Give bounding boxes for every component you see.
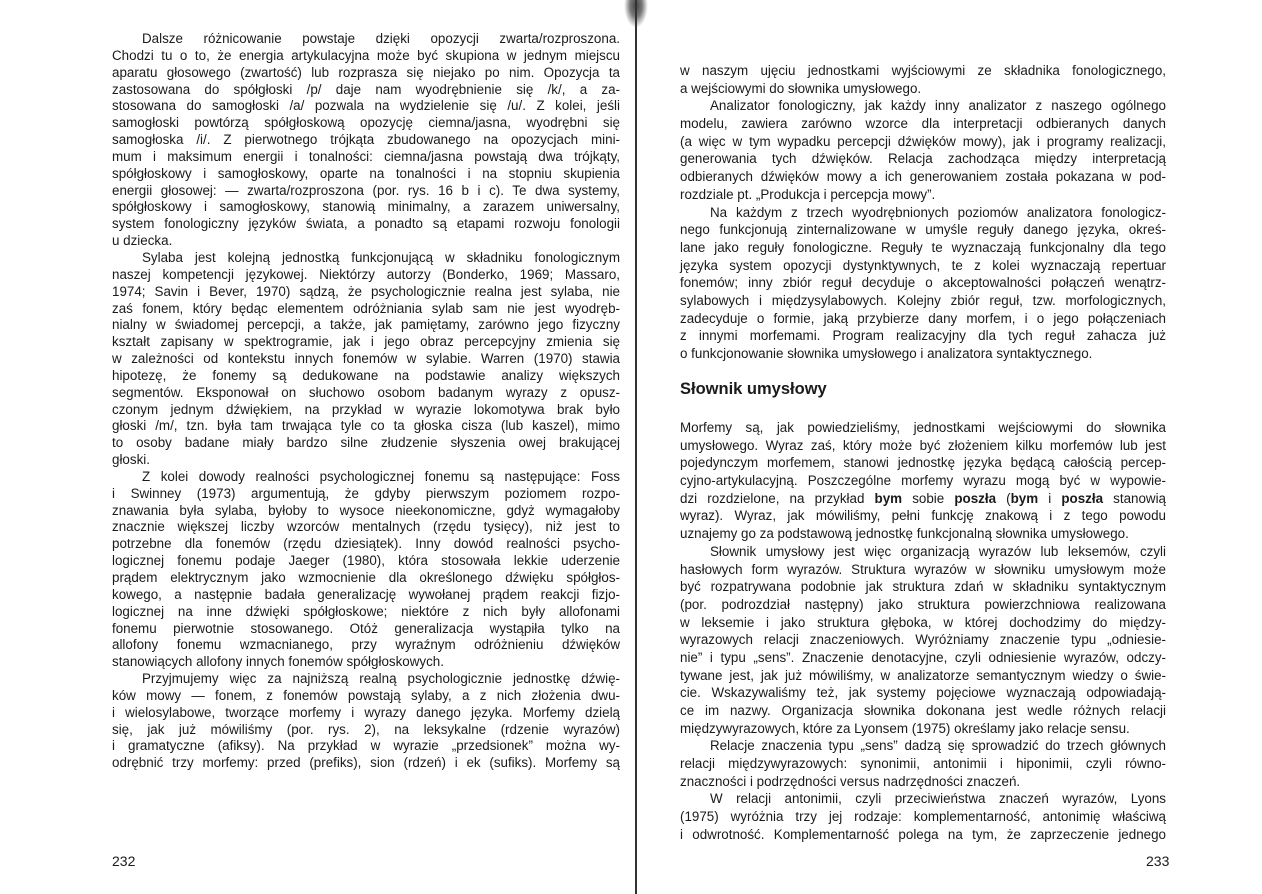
text-line: aparatu głosowego (zwartość) lub rozprasza się niejako po nim. Opozycja ta — [112, 64, 620, 80]
text-line: Słownik umysłowy jest więc organizacją wyrazów lub leksemów, czyli — [710, 543, 1166, 559]
text-line: wyrazowych relacji znaczeniowych. Wyróżniamy znaczenie typu „odniesie- — [680, 632, 1166, 648]
text-line — [680, 490, 1166, 508]
bold-example-word: bym — [874, 490, 903, 506]
text-line: Dalsze różnicowanie powstaje dzięki opozycji zwarta/rozproszona. — [142, 31, 620, 46]
text-line: prądem elektrycznym jako wzmocnienie dla określonego dźwięku spółgłos- — [112, 570, 620, 585]
text-line: (a więc w tym wypadku percepcji dźwięków mowy), jak i programy realizacji, — [680, 133, 1166, 149]
text-line: to osoby badane miały bardzo silne złudzenie słyszenia owej brakującej — [112, 435, 620, 451]
text-line: uznajemy go za podstawową jednostkę funkcjonalną słownika umysłowego. — [680, 526, 1129, 542]
text-line: w zależności od kontekstu innych fonemów w sylabie. Warren (1970) stawia — [112, 351, 620, 367]
text-line: energii głosowej: — zwarta/rozproszona (por. rys. 16 b i c). Te dwa systemy, — [112, 182, 620, 198]
text-segment: i — [1038, 490, 1062, 506]
text-line: Sylaba jest kolejną jednostką funkcjonującą w składniku fonologicznym — [142, 249, 620, 265]
text-line: kształt zapisany w spektrogramie, jak i jego obraz percepcyjny zmienia się — [112, 334, 620, 350]
text-line: Na każdym z trzech wyodrębnionych poziomów analizatora fonologicz- — [710, 204, 1166, 220]
text-line: zadecyduje o formie, jaką przybierze dany morfem, i o jego połączeniach — [680, 310, 1166, 326]
text-line: międzywyrazowych, które za Lyonsem (1975) określamy jako relacje sensu. — [680, 720, 1130, 736]
text-line: wyraz). Wyraz, jak mówiliśmy, pełni funkcję znakową i z tego powodu — [680, 508, 1166, 524]
text-line: Chodzi tu o to, że energia artykulacyjna może być skupiona w jednym miejscu — [112, 47, 620, 63]
text-line: a wejściowymi do słownika umysłowego. — [680, 80, 922, 96]
text-line: czonym jednym dźwiękiem, na przykład w wyrazie lokomotywa brak było — [112, 401, 620, 417]
text-line: ce im nazwy. Organizacja słownika dokonana jest wedle różnych relacji — [680, 703, 1166, 718]
text-line: języka system opozycji dystynktywnych, te z kolei wyznaczają repertuar — [680, 257, 1166, 273]
text-line: hasłowych form wyrazów. Struktura wyrazów w słowniku umysłowym może — [680, 561, 1166, 577]
text-line: kowego, a następnie badała generalizację wywołanej prądem reakcji fizjo- — [112, 586, 620, 602]
text-line: logicznej fonemu podaje Jaeger (1980), która stosowała lekkie uderzenie — [112, 553, 620, 569]
text-line: tywane jest, jak już mówiliśmy, w analizatorze semantycznym wiedzy o świe- — [680, 667, 1166, 683]
bold-example-word: poszła — [954, 490, 997, 506]
text-line: 1974; Savin i Bever, 1970) sądzą, że psychologicznie realna jest sylaba, nie — [112, 283, 620, 299]
text-line: samogłoska /i/. Z pierwotnego trójkąta zbudowanego na opozycjach mini- — [112, 132, 620, 148]
text-line: system fonologiczny języków świata, a ponadto są etapami rozwoju fonologii — [112, 216, 620, 232]
text-line: o funkcjonowanie słownika umysłowego i analizatora syntaktycznego. — [680, 346, 1093, 361]
text-line: naszej kompetencji językowej. Niektórzy autorzy (Bonderko, 1969; Massaro, — [112, 266, 620, 282]
bold-example-word: poszła — [1061, 490, 1104, 506]
text-line: rozdziale pt. „Produkcja i percepcja mowy”. — [680, 186, 936, 202]
text-line: zaś fonem, który będąc elementem odróżniania sylab sam nie jest wyodręb- — [112, 300, 620, 316]
text-line: w naszym ujęciu jednostkami wyjściowymi ze składnika fonologicznego, — [680, 63, 1166, 78]
text-line: głoski. — [112, 452, 150, 468]
text-line: potrzebne dla fonemów (rzędu dziesiątek). Inny dowód realności psycho- — [112, 536, 620, 552]
right-page-text-bottom — [680, 419, 1166, 844]
text-line: odrębnić trzy morfemy: przed (prefiks), sion (rdzeń) i ek (sufiks). Morfemy są — [112, 755, 620, 771]
text-line: znaczności i podrzędności versus nadrzędności znaczeń. — [680, 773, 1021, 789]
text-line: lane jako reguły fonologiczne. Reguły te wyznaczają funkcjonalny dla tego — [680, 239, 1166, 255]
text-line: spółgłoskowy i samogłoskowy, stanowią minimalny, a zarazem uniwersalny, — [112, 199, 620, 215]
text-line: odbieranych dźwięków mowy a ich generowaniem została pokazana w pod- — [680, 169, 1166, 185]
text-segment: stanowią — [1103, 490, 1166, 506]
text-line: W relacji antonimii, czyli przeciwieństwa znaczeń wyrazów, Lyons — [710, 791, 1166, 807]
text-line: relacji międzywyrazowych: synonimii, antonimii i hiponimii, czyli równo- — [680, 756, 1166, 772]
text-line: Analizator fonologiczny, jak każdy inny analizator z naszego ogólnego — [710, 98, 1166, 114]
text-line: zastosowana do spółgłoski /p/ daje nam wyodrębnienie się /k/, a za- — [112, 81, 620, 97]
text-line: i Swinney (1973) argumentują, że gdyby pierwszym poziomem rozpo- — [112, 485, 620, 501]
text-line: stanowiących allofony innych fonemów spółgłoskowych. — [112, 654, 444, 670]
text-line: znacznie większej liczby wzorców mentalnych (rzędu tysięcy), niż jest to — [112, 519, 620, 535]
text-line: mum i maksimum energii i tonalności: ciemna/jasna powstają dwa trójkąty, — [112, 148, 620, 164]
text-line: się, jak już mówiliśmy (por. rys. 2), na leksykalne (rdzenie wyrazów) — [112, 721, 620, 737]
text-line: allofony fonemu wzmacnianego, przy wyraźnym odróżnieniu dźwięków — [112, 637, 620, 653]
text-line: fonemów; inny zbiór reguł decyduje o akceptowalności połączeń wenątrz- — [680, 275, 1166, 291]
bold-example-word: bym — [1010, 490, 1039, 506]
text-line: spółgłoskowy i samogłoskowy, oparte na tonalności i na stopniu skupienia — [112, 165, 620, 181]
text-line: z innymi morfemami. Program realizacyjny dla tych reguł zahacza już — [680, 328, 1166, 344]
right-page-text-top — [680, 62, 1166, 363]
text-line: generowania tych dźwięków. Relacja zachodząca między interpretacją — [680, 151, 1166, 167]
text-line: i odwrotność. Komplementarność polega na tym, że zaprzeczenie jednego — [680, 826, 1166, 842]
text-line: ków mowy — fonem, z fonemów powstają sylaby, a z nich złożenia dwu- — [112, 687, 620, 703]
text-line: i wielosylabowe, tworzące morfemy i wyrazy danego języka. Morfemy dzielą — [112, 704, 620, 720]
text-line: Relacje znaczenia typu „sens” dadzą się sprowadzić do trzech głównych — [710, 738, 1166, 754]
text-line: stosowana do samogłoski /a/ pozwala na wydzielenie się /u/. Z kolei, jeśli — [112, 98, 620, 114]
text-line: logicznej na inne dźwięki spółgłoskowe; niektóre z nich były allofonami — [112, 603, 620, 619]
text-line: sylabowych i międzysylabowych. Kolejny zbiór reguł, tzw. morfologicznych, — [680, 292, 1166, 308]
text-segment: ( — [996, 490, 1011, 506]
text-line: głoski /m/, tzn. była tam trwająca tyle co ta głoska cisza (lub kaszel), mimo — [112, 418, 620, 434]
book-gutter — [635, 0, 637, 894]
page-number-left: 232 — [112, 853, 136, 869]
text-line: pojedynczym morfemem, stanowi jednostkę języka będącą całością percep- — [680, 455, 1166, 471]
section-heading: Słownik umysłowy — [680, 380, 827, 398]
text-line: samogłoski powtórzą spółgłoskową opozycję ciemna/jasna, wyodrębni się — [112, 115, 620, 131]
text-line: w leksemie i jako struktura głęboka, w której dochodzimy do między- — [680, 614, 1166, 630]
text-line: cyjno-artykulacyjną. Poszczególne morfemy wyrazu mogą być w wypowie- — [680, 473, 1166, 489]
text-line: modelu, zawiera zarówno wzorce dla interpretacji odbieranych danych — [680, 116, 1166, 132]
left-page-text — [112, 31, 620, 772]
text-line: (1975) wyróżnia trzy jej rodzaje: komplementarność, antonimię właściwą — [680, 809, 1166, 825]
text-line: (por. podrozdział następny) jako struktura powierzchniowa realizowana — [680, 596, 1166, 612]
text-line: znawania była sylaba, byłoby to wysoce nieekonomiczne, gdyż wymagałoby — [112, 502, 620, 518]
text-line: u dziecka. — [112, 233, 173, 249]
text-line: segmentów. Eksponował on słuchowo osobom badanym wyrazy z opusz- — [112, 384, 620, 400]
text-line: Morfemy są, jak powiedzieliśmy, jednostkami wejściowymi do słownika — [680, 420, 1166, 435]
text-segment: sobie — [902, 490, 955, 506]
text-line: Z kolei dowody realności psychologicznej fonemu są następujące: Foss — [142, 468, 620, 484]
text-segment: dzi rozdzielone, na przykład — [680, 490, 875, 506]
text-line: hipotezę, że fonemy są dedukowane na podstawie analizy większych — [112, 367, 620, 383]
page-number-right: 233 — [1146, 853, 1170, 869]
text-line: nie” i typu „sens”. Znaczenie denotacyjne, czyli odniesienie wyrazów, odczy- — [680, 649, 1166, 665]
text-line: być rozpatrywana podobnie jak struktura zdań w składniku syntaktycznym — [680, 579, 1166, 595]
text-line: nialny w świadomej percepcji, a także, jak pamiętamy, zarówno jego fizyczny — [112, 317, 620, 333]
text-line: nego funkcjonują zinternalizowane w umyśle reguły danego języka, okreś- — [680, 222, 1166, 238]
text-line: cie. Wskazywaliśmy też, jak systemy pojęciowe wyznaczają odpowiadają- — [680, 685, 1166, 701]
text-line: Przyjmujemy więc za najniższą realną psychologicznie jednostkę dźwię- — [142, 671, 620, 687]
text-line: fonemu pierwotnie stosowanego. Otóż generalizacja wystąpiła tylko na — [112, 620, 620, 636]
text-line: i gramatyczne (afiksy). Na przykład w wyrazie „przedsionek” można wy- — [112, 738, 620, 754]
text-line: umysłowego. Wyraz zaś, który może być złożeniem kilku morfemów lub jest — [680, 437, 1166, 453]
